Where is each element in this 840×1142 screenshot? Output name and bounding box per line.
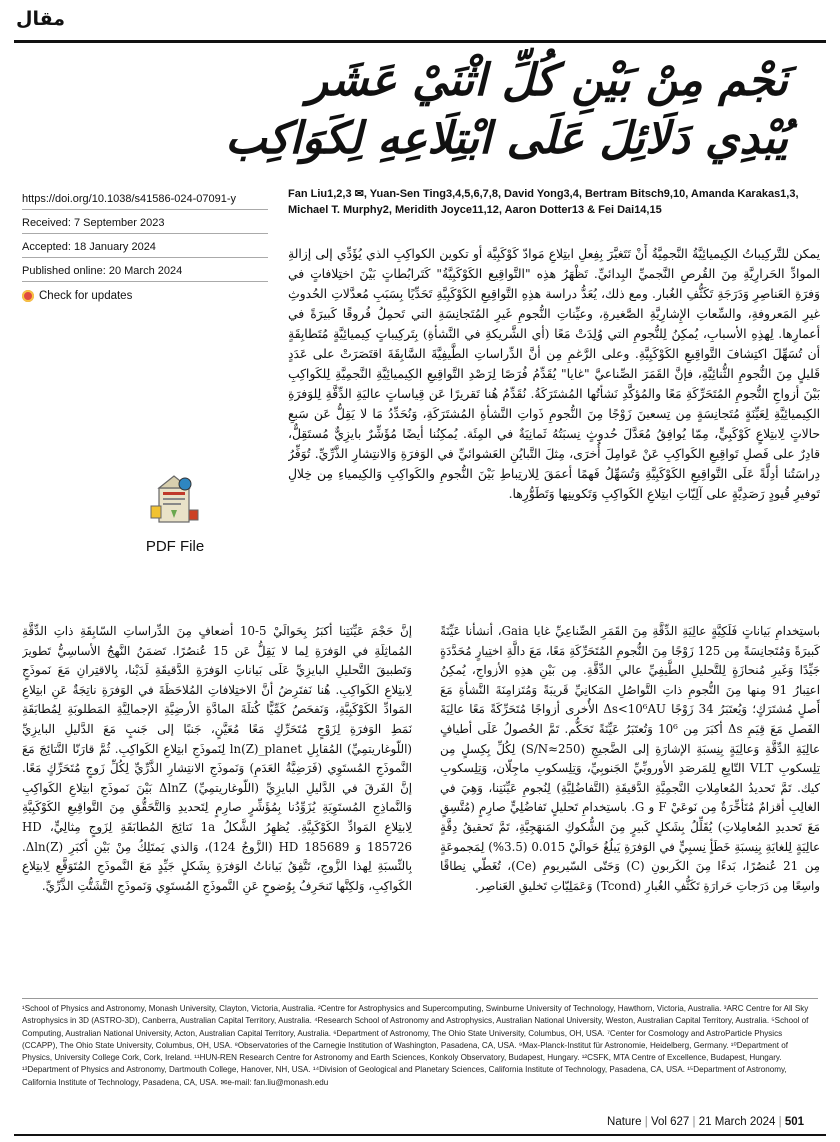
article-title <box>48 52 788 168</box>
check-updates-icon <box>22 290 34 302</box>
abstract: يمكن للتَّركِيباتُ الكِيميائِيَّةُ النَّجمِيَّةُ أَنْ تَتَغيَّرَ بِفِعلِ ابتِلاعِ مَوادّ كَوْكَبِيَّة أو تكوين الكواكِبِ الذي يُؤَدِّي إلى إزالةِ الموادِّ الحَرارِيَّةِ مِنَ القُرصِ النَّجميِّ البِدائيِّ. تَظْهَرُ هذِه "التَّواقِيع الكَوْكَبِيَّةُ" كَتَرابُطاتٍ بَيْنَ اختِلافاتٍ في وَفرَةِ العَناصِرِ وَدَرَجَةِ تَكَثُّفِ الغُبار. ومع ذلك، يُعَدُّ دراسة هذِهِ التَّواقِيعِ الكَوْكَبِيَّةِ تَحَدِّيًا بِسَبَبِ مُعدَّلاتِ الحُدوثِ غيرِ المَعروفةِ، والسِّعاتِ الإِشارِيَّةِ الصَّغيرةِ، وعيِّناتِ النُّجومِ غَيرِ المُتَجانِسَةِ التي تَحمِلُ فُروقًا كَبيرَةً في أعمارِها. لِهذِهِ الأسبابِ، يُمكِنُ لِلنُّجومِ التي وُلِدَتْ مَعًا (أي الشَّريكةِ في النَّشأةِ) بِتَركِيباتٍ كِيميائِيَّةٍ مُتَطابِقَةٍ أن تُسَهِّلَ اكتِشافَ التَّواقِيعِ الكَوْكَبِيَّةِ. وعلى الرَّغمِ مِن أنَّ الدِّراساتِ الطَّيفِيَّةَ السَّابِقَةَ اقتَصَرَتْ على عَدَدٍ قَليلٍ مِنَ النُّجومِ الثُّنائِيَّةِ، فإنَّ القَمَرَ الصِّناعيَّ "غايا" يُقَدِّمُ فُرَصًا لِرَصْدِ التَّواقِيعِ الكِيميائِيَّةِ النَّجمِيَّةِ لِلكَواكِبِ بَيْنَ أزواجِ النُّجومِ المُتَحَرِّكَةِ مَعًا والمُؤكَّدِ نَشأتُها المُشتَرَكَةُ. نُقَدِّمُ هُنا تَقريرًا عَن قِياساتٍ عاليَةِ الدِّقَّةِ لِلوَفرَةِ الكِيميائِيَّةِ لِعَيِّنَةٍ مُتَجانِسَةٍ مِن تِسعينَ زَوْجًا مِنَ النُّجومِ ذَواتِ النَّشأةِ المُشتَرَكَةِ، وَنُحَدِّدُ مَا لا يَقِلُّ عَن سَبعِ حالاتٍ لِابتِلاعٍ كَوْكَبِيٍّ، مِمّا يُوافِقُ مُعَدَّلَ حُدوثٍ نِسبَتُهُ ثَمانِيَةٌ في المِئَة. يُمكِنُنا أيضًا مُؤَشِّرٌ بايزِيٌّ مُستَقِلٌّ، قادِرٌ على فَصلِ تَواقِيعِ الكَواكِبِ عَنْ عَوامِلَ أُخرَى، مِثلَ التَّبايُنِ العَشوائيِّ في الوَفرَةِ وَالانتِشارِ الذَّرِّيِّ. تُوَفِّرُ دِراسَتُنا أدِلَّةً عَلَى التَّواقِيعِ الكَوْكَبِيَّةِ وَتُسَهِّلُ فَهمًا أعمَقَ لِلارتِباطِ بَيْنَ النُّجومِ والكَواكِبِ وَالكِيمياءِ مِن خِلالِ تَوفيرِ قُيودٍ رَصَدِيَّةٍ على آلِيّاتِ ابتِلاعِ الكَواكِبِ وَتَكوينِها وَتَطَوُّرِها. <box>288 247 820 501</box>
accepted-date: Accepted: 18 January 2024 <box>22 241 156 253</box>
journal-volume: Vol 627 <box>650 1116 690 1128</box>
received-date: Received: 7 September 2023 <box>22 217 165 229</box>
doi-link[interactable]: https://doi.org/10.1038/s41586-024-07091-y <box>22 193 237 205</box>
meta-divider <box>22 281 268 282</box>
check-updates-label: Check for updates <box>39 290 133 302</box>
meta-divider <box>22 233 268 234</box>
page-number: 501 <box>784 1116 804 1128</box>
meta-divider <box>22 257 268 258</box>
title-line-1: نَجْم مِنْ بَيْنِ كُلِّ اثْنَيْ عَشَر <box>306 55 788 106</box>
journal-name: Nature <box>607 1116 642 1128</box>
meta-divider <box>22 209 268 210</box>
title-line-2: يُبْدِي دَلَائِلَ عَلَى ابْتِلَاعِهِ لِكَوَاكِب <box>225 113 788 164</box>
body-column-right: باستِخدامِ بَياناتٍ فَلَكِيَّةٍ عالِيَةِ الدِّقَّةِ مِنَ القَمَرِ الصِّناعِيِّ غايا Gaia، أنشأنا عَيِّنَةً كَبيرَةً وَمُتَجانِسَةً مِن 125 زَوْجًا مِنَ النُّجومِ المُتَحَرِّكَةِ مَعًا، مَعَ دالَّةِ اختِيارٍ مُحَدَّدَةٍ جَيِّدًا وَغَيرِ مُنحازَةٍ لِلتَّحليلِ الطَّيفِيِّ عالي الدِّقَّةِ. مِن بَيْنِ هذِهِ الأزواجِ، يُمكِنُ اعتِبارُ 91 مِنها مِنَ النُّجومِ ذاتِ التَّواصُلِ المَكانِيِّ قَريبَةً وَمُتَزامِنَةَ النَّشأةِ مَعَ أَصلٍ مُشتَرَكٍ؛ وَيُعتَبَرُ 34 زَوْجًا Δs<10⁶AU الأُخرى أزواجًا مُتَحَرِّكَةً مَعًا عالِيَةَ الفَصلِ مَعَ قِيَمِ Δs أكبَرَ مِن 10⁶ وَتُعتَبَرُ عَيِّنَةً تَحَكُّم. تَمَّ الحُصولُ عَلَى أطيافٍ عالِيَةِ الدِّقَّةِ وَعالِيَةٍ بِنِسبَةِ الإشارَةِ إلى الضَّجيجِ (S/N≈250) لِكُلِّ بِكِسلٍ مِن تِلِسكوبِ VLT التّابِعِ لِلمَرصَدِ الأوروبِّيِّ الجَنوبِيِّ، وَتِلِسكوبِ ماجِلّان، وَتِلِسكوبِ كيك. تَمَّ تَحديدُ المُعامِلاتِ النَّجمِيَّةِ الدَّقيقَةِ (التَّفاضُلِيَّةِ) لِنُجومِ عَيِّنَتِنا، وَهِيَ في الغالِبِ أقزامٌ مُتَأخِّرَةٌ مِن نَوعَيْ F و G. باستِخدامِ تَحليلٍ تَفاضُلِيٍّ صارِمٍ (مُتَّسِقٍ مَعَ تَحديدِ المُعامِلاتِ) يُقَلِّلُ بِشَكلٍ كَبيرٍ مِنَ الشُّكوكِ المَنهَجِيَّةِ، تَمَّ تَحقيقُ دِقَّةٍ عالِيَةٍ لِلغايَةِ بِنِسبَةِ خَطَأٍ نِسبِيٍّ في الوَفرَةِ يَبلُغُ حَوالَيْ 0.015 (3.5%) لِمَجموعَةٍ مِن 21 عُنصُرًا، بَدءًا مِنَ الكَربونِ (C) وَحَتّى السّيريومِ (Ce)، تُغَطّي نِطاقًا واسِعًا مِن دَرَجاتِ حَرارَةِ تَكَثُّفِ الغُبارِ (Tcond) وَعَمَلِيّاتِ تَخليقِ العَناصِر. <box>440 624 820 893</box>
pdf-file-icon <box>149 466 201 530</box>
section-label: مقال <box>16 8 66 30</box>
body-column-left: إنَّ حَجْمَ عَيِّنَتِنا أكبَرُ بِحَوالَيْ 5-10 أضعافٍ مِنَ الدِّراساتِ السّابِقَةِ ذاتِ الدِّقَّةِ المُماثِلَةِ في الوَفرَةِ لِما لا يَقِلُّ عَن 15 عُنصُرًا. تَضمَنُ النَّهجُ الأساسِيُّ تَطويرَ وَتَطبيقَ التَّحليلِ البايزِيِّ عَلَى بَياناتِ الوَفرَةِ الدَّقيقَةِ لَدَيْنا، بِالاقتِرانِ مَعَ نَموذَجٍ لِابتِلاعِ الكَواكِبِ. هُنا نَفتَرِضُ أنَّ الاختِلافاتِ المُلاحَظَةَ في الوَفرَةِ ناتِجَةٌ عَنِ ابتِلاعِ المَوادِّ الكَوْكَبِيَّةِ، وَنَفحَصُ كَمِّيًّا كُتلَةَ المادَّةِ الأرضِيَّةِ الإجمالِيَّةِ المَطلوبَةِ لِمُطابَقَةِ نَمَطِ الوَفرَةِ لِزَوْجٍ مُتَحَرِّكٍ مَعًا مُعَيَّنٍ، جَنبًا إلى جَنبٍ مَعَ الدَّليلِ البايزِيِّ (اللّوغاريتمِيِّ) المُقابِلِ ln(Z)_planet لِنَموذَجِ ابتِلاعِ الكَواكِبِ. ثُمَّ قارَنّا النَّتائِجَ مَعَ النَّموذَجِ المُستَوِي (فَرَضِيَّةُ العَدَمِ) وَنَموذَجِ الانتِشارِ الذَّرِّيِّ لِكُلِّ زَوجٍ مُتَحَرِّكٍ مَعًا. إنَّ الفَرقَ في الدَّليلِ البايزِيِّ (اللّوغاريتمِيِّ) ΔlnZ بَيْنَ نَموذَجِ ابتِلاعِ الكَواكِبِ وَالنَّماذِجِ المُستَوِيَةِ يُزَوِّدُنا بِمُؤَشِّرٍ صارِمٍ لِتَحديدِ وَالتَّحَقُّقِ مِنَ التَّواقِيعِ الكَوْكَبِيَّةِ لِابتِلاعِ المَوادِّ الكَوْكَبِيَّةِ. يُظهِرُ الشَّكلُ 1a نَتائِجَ المُطابَقَةِ لِزَوجٍ مِثالِيٍّ، HD 185726 وَ HD 185689 (الزَّوجُ 124)، وَالذي يَمتَلِكُ مِنْ بَيْنِ أكبَرِ Δln(Z). بِالنِّسبَةِ لِهذا الزَّوجِ، تَتَّفِقُ بَياناتُ الوَفرَةِ بِشَكلٍ جَيِّدٍ مَعَ النَّموذَجِ المُتَوَقَّعِ لِابتِلاعِ الكَواكِبِ، وَلكِنَّها تَنحَرِفُ بِوُضوحٍ عَنِ النَّموذَجِ المُستَوِي وَنَموذَجِ التَّشَتُّتِ الذَّرِّيِّ. <box>22 624 412 893</box>
affiliations-footnotes: ¹School of Physics and Astronomy, Monash University, Clayton, Victoria, Australia. ²Centre for Astrophysics and Supercomputing, Swinburne University of Technology, Hawthorn, Victoria, Australia. ³ARC Centre for All Sky Astrophysics in 3D (ASTRO-3D), Canberra, Australian Capital Territory, Australia. ⁴Research School of Astronomy and Astrophysics, Australian National University, Weston, Australian Capital Territory, Australia. ⁵School of Computing, Australian National University, Acton, Australian Capital Territory, Australia. ⁶Department of Astronomy, The Ohio State University, Columbus, OH, USA. ⁷Center for Cosmology and AstroParticle Physics (CCAPP), The Ohio State University, Columbus, OH, USA. ⁸Observatories of the Carnegie Institution of Washington, Pasadena, CA, USA. ⁹Max-Planck-Institut für Astronomie, Heidelberg, Germany. ¹⁰Department of Physics, University College Cork, Cork, Ireland. ¹¹HUN-REN Research Centre for Astronomy and Earth Sciences, Konkoly Observatory, Budapest, Hungary. ¹²CSFK, MTA Centre of Excellence, Budapest, Hungary. ¹³Department of Physics and Astronomy, Dartmouth College, Hanover, NH, USA. ¹⁴Division of Geological and Planetary Sciences, California Institute of Technology, Pasadena, CA, USA. ¹⁵Department of Astronomy, California Institute of Technology, Pasadena, CA, USA. ✉e-mail: fan.liu@monash.edu <box>22 1004 809 1087</box>
bottom-divider <box>14 1134 826 1136</box>
journal-footer: Nature | Vol 627 | 21 March 2024 | 501 <box>607 1116 804 1128</box>
top-divider <box>14 40 826 43</box>
pdf-file-link[interactable] <box>132 466 218 555</box>
journal-date: 21 March 2024 <box>698 1116 776 1128</box>
footnote-divider <box>22 998 818 999</box>
author-list: Fan Liu1,2,3 ✉, Yuan-Sen Ting3,4,5,6,7,8, David Yong3,4, Bertram Bitsch9,10, Amanda Karakas1,3, Michael T. Murphy2, Meridith Joyce11,12, Aaron Dotter13 & Fei Dai14,15 <box>288 188 799 216</box>
check-updates-button[interactable] <box>22 290 132 302</box>
published-date: Published online: 20 March 2024 <box>22 265 183 277</box>
pdf-file-label: PDF File <box>145 538 205 555</box>
